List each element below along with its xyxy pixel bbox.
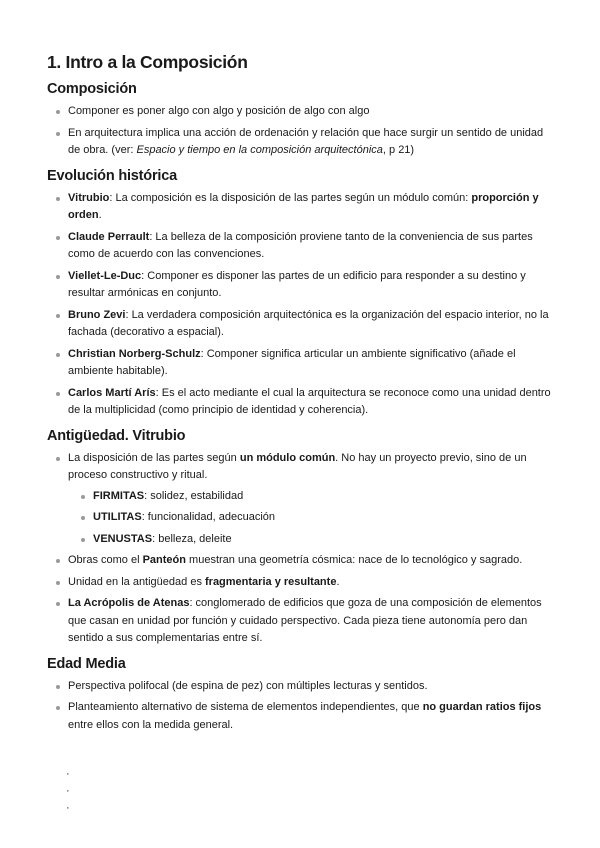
composicion-list — [47, 103, 557, 160]
list-item: Unidad en la antigüedad es fragmentaria y resultante. — [47, 574, 557, 592]
list-item: En arquitectura implica una acción de ordenación y relación que hace surgir un sentido de unidad de obra. (ver: Espacio y tiempo en la composición arquitectónica, p 21) — [47, 125, 557, 160]
section-heading-edad-media: Edad Media — [47, 655, 126, 672]
list-item: Claude Perrault: La belleza de la composición proviene tanto de la conveniencia de sus partes como de acuerdo con las convenciones. — [47, 229, 557, 264]
list-item: Perspectiva polifocal (de espina de pez) con múltiples lecturas y sentidos. — [47, 678, 557, 696]
page-title: 1. Intro a la Composición — [47, 52, 248, 72]
list-item: Viellet-Le-Duc: Componer es disponer las partes de un edificio para responder a su destino y resultar armónicas en conjunto. — [47, 268, 557, 303]
list-item: La Acrópolis de Atenas: conglomerado de edificios que goza de una composición de elementos que casan en unidad por función y cuidado perspectivo. Cada pieza tiene autonomía pero dan sentido a sus complementarias entre sí. — [47, 595, 557, 648]
section-heading-evolucion: Evolución histórica — [47, 167, 177, 184]
dot: · — [66, 802, 70, 814]
evolucion-list — [47, 190, 557, 420]
sub-list-item: VENUSTAS: belleza, deleite — [72, 531, 557, 549]
sub-list-item: UTILITAS: funcionalidad, adecuación — [72, 509, 557, 527]
section-heading-composicion: Composición — [47, 81, 137, 97]
antiguedad-list — [47, 450, 557, 648]
list-item: Componer es poner algo con algo y posición de algo con algo — [47, 103, 557, 121]
document-page — [47, 52, 557, 738]
book-reference: Espacio y tiempo en la composición arquitectónica — [136, 144, 383, 156]
sub-list-item: FIRMITAS: solidez, estabilidad — [72, 488, 557, 506]
vitrubio-triad-list — [72, 488, 557, 549]
list-item: Vitrubio: La composición es la disposición de las partes según un módulo común: proporción y orden. — [47, 190, 557, 225]
edad-media-list — [47, 678, 557, 735]
dot: · — [66, 785, 70, 797]
section-heading-antiguedad: Antigüedad. Vitrubio — [47, 427, 186, 444]
list-item: Planteamiento alternativo de sistema de elementos independientes, que no guardan ratios fijos entre ellos con la medida general. — [47, 699, 557, 734]
list-item: La disposición de las partes según un módulo común. No hay un proyecto previo, sino de un proceso constructivo y ritual. FIRMITAS: solidez, estabilidad UTILITAS: funcionalidad, adecuación VENUSTAS: belleza, deleite — [47, 450, 557, 549]
list-item: Christian Norberg-Schulz: Componer significa articular un ambiente significativo (añade el ambiente habitable). — [47, 346, 557, 381]
trailing-dots — [66, 766, 70, 817]
list-item: Carlos Martí Arís: Es el acto mediante el cual la arquitectura se reconoce como una unidad dentro de la multiplicidad (como principio de identidad y coherencia). — [47, 385, 557, 420]
list-item: Bruno Zevi: La verdadera composición arquitectónica es la organización del espacio interior, no la fachada (decorativo a espacial). — [47, 307, 557, 342]
list-item: Obras como el Panteón muestran una geometría cósmica: nace de lo tecnológico y sagrado. — [47, 552, 557, 570]
dot: · — [66, 768, 70, 780]
